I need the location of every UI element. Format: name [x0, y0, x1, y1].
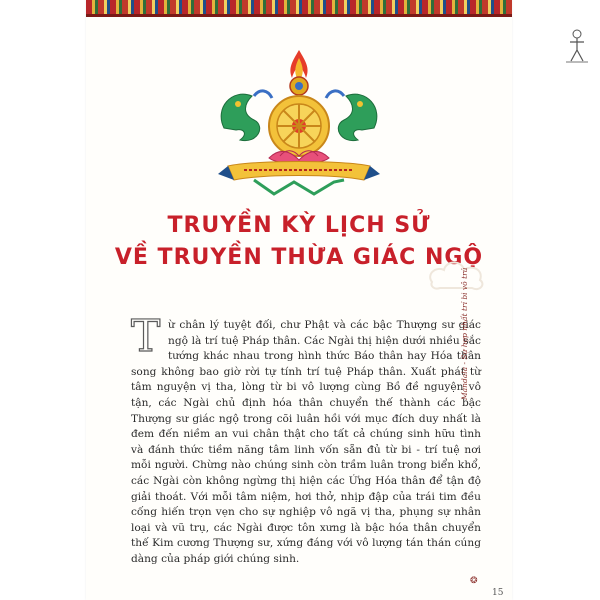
page-number: 15 [492, 588, 504, 598]
cloud-watermark-icon [422, 254, 492, 294]
book-page [86, 0, 512, 600]
drop-cap: T [131, 311, 161, 362]
figure-icon [562, 28, 592, 64]
chapter-title-line2: VỀ TRUYỀN THỪA GIÁC NGỘ [114, 245, 484, 270]
tibetan-border [86, 0, 512, 17]
side-running-title: Mandala - Sự hợp nhất trí bi vô trú [460, 267, 469, 400]
dharma-wheel-emblem-icon [214, 48, 384, 198]
ornament-icon: ❂ [470, 576, 478, 586]
chapter-title-line1: TRUYỀN KỲ LỊCH SỬ [167, 213, 431, 238]
body-paragraph [131, 311, 481, 568]
body-text: ừ chân lý tuyệt đối, chư Phật và các bậc Thượng sư giác ngộ là trí tuệ Pháp thân. Các Ngài thị hiện dưới nhiều sắc tướng khác nhau trong hình thức Báo thân hay Hóa thân song không bao giờ rời tự tính trí tuệ Pháp thân. Xuất phát từ tâm nguyện vị tha, lòng từ bi vô lượng cùng Bồ đề nguyện vô tận, các Ngài chủ định hóa thân chuyển thế thành các bậc Thượng sư giác ngộ trong cõi luân hồi với mục đích duy nhất là đem đến niềm an vui chân thật cho tất cả chúng sinh hữu tình và đánh thức tiềm năng tâm linh vốn sẵn đủ từ bi - trí tuệ nơi mỗi người. Chừng nào chúng sinh còn trầm luân trong biển khổ, các Ngài còn không ngừng thị hiện các Ứng Hóa thân để tận độ giải thoát. Với mỗi tâm niệm, hơi thở, nhịp đập của trái tim đều cống hiến trọn vẹn cho sự nghiệp vô ngã vị tha, phụng sự nhân loại và vũ trụ, các Ngài được tôn xưng là bậc hóa thân chuyển thế Kim cương Thượng sư, xứng đáng với vô lượng tán thán cúng dàng của pháp giới chúng sinh. [131, 319, 481, 565]
